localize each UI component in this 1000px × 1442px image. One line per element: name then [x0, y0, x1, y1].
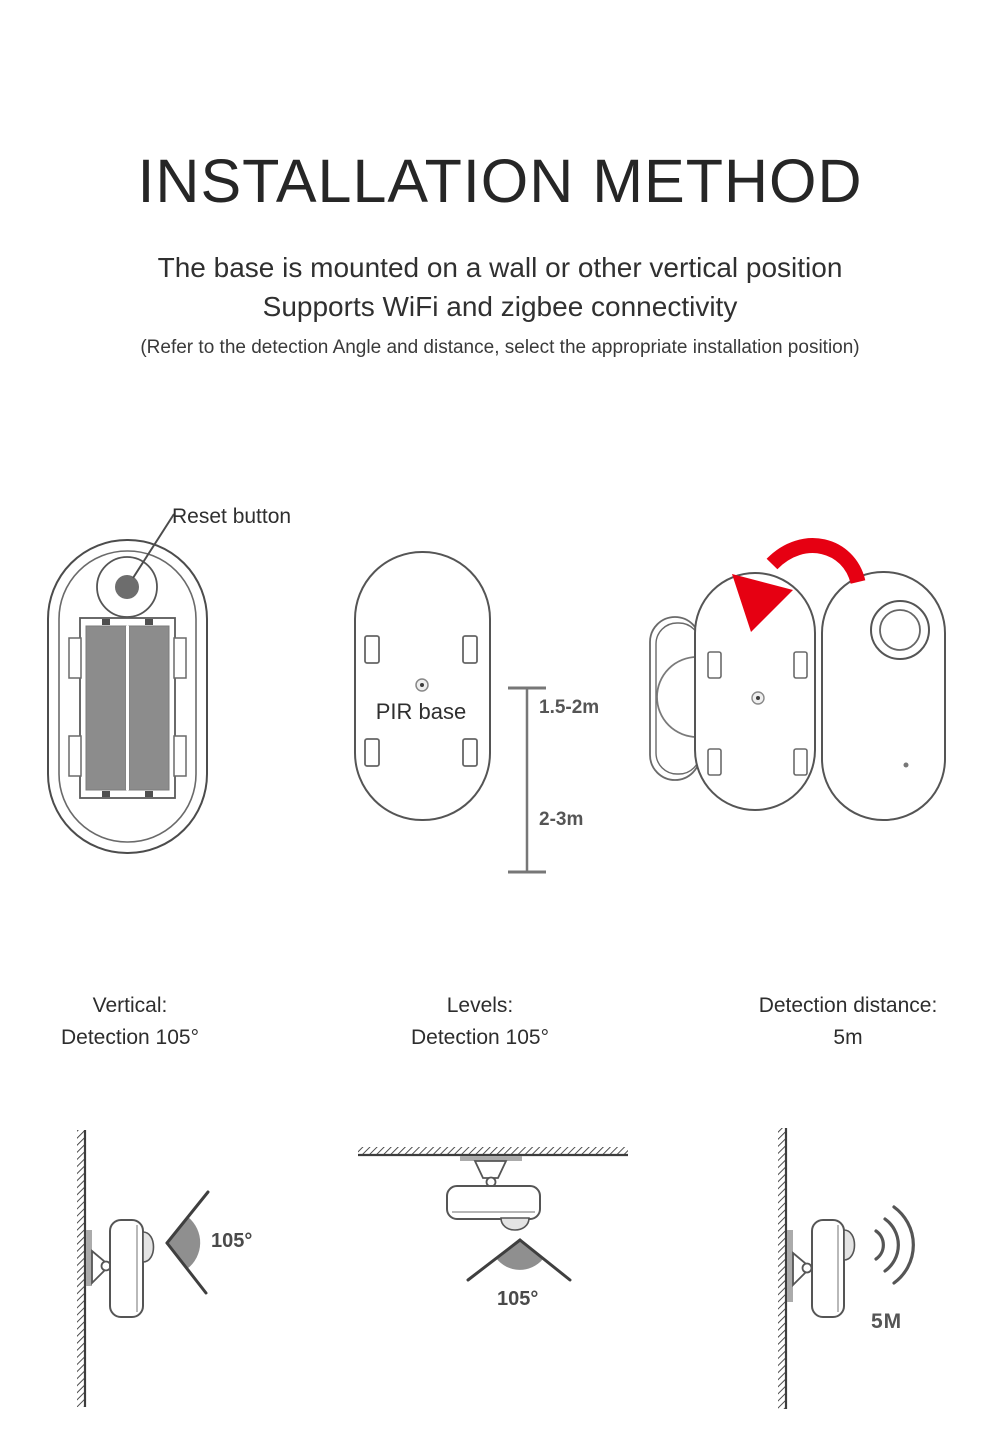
led-dot [904, 763, 909, 768]
detection-angle-icon [167, 1192, 208, 1293]
caption-levels-line1: Levels: [446, 994, 514, 1017]
caption-vertical [30, 990, 230, 1054]
detection-angle-icon [468, 1240, 570, 1280]
battery-right [129, 626, 169, 790]
sensor-side-view [447, 1186, 540, 1230]
mount-bracket [475, 1161, 506, 1187]
pir-base-diagram [348, 545, 498, 825]
caption-vertical-line2: Detection 105° [61, 1026, 199, 1049]
sensor-front-view [822, 572, 945, 820]
wall [778, 1128, 793, 1409]
distance-label: 5M [871, 1310, 903, 1333]
wall [77, 1130, 92, 1407]
subtitle [0, 248, 1000, 326]
sensor-back-open-diagram [40, 498, 320, 868]
mount-bracket [92, 1251, 111, 1283]
pir-base-label: PIR base [375, 699, 467, 724]
attach-sensor-diagram [645, 522, 955, 827]
mount-bracket [793, 1253, 812, 1285]
pir-dome [844, 1230, 855, 1260]
pir-dome [143, 1232, 154, 1262]
detection-distance-diagram [738, 1115, 988, 1415]
signal-waves-icon [876, 1207, 913, 1283]
screw-hole-center [756, 696, 760, 700]
pir-dome [501, 1218, 529, 1230]
sensor-side-view [110, 1220, 154, 1317]
caption-levels [380, 990, 580, 1054]
screw-hole-center [420, 683, 424, 687]
caption-vertical-line1: Vertical: [92, 994, 168, 1017]
caption-distance-line1: Detection distance: [758, 994, 938, 1017]
subtitle-line-1: The base is mounted on a wall or other vertical position [157, 252, 843, 283]
wall-vertical-angle-diagram [40, 1118, 300, 1418]
subtitle-line-2: Supports WiFi and zigbee connectivity [262, 291, 738, 322]
reset-button-label: Reset button [172, 505, 292, 528]
caption-levels-line2: Detection 105° [411, 1026, 549, 1049]
caption-distance-line2: 5m [833, 1026, 863, 1049]
caption-distance [723, 990, 973, 1054]
ceiling [358, 1147, 628, 1161]
mount-height-upper-label: 1.5-2m [539, 697, 600, 718]
base-side-view [650, 617, 700, 780]
battery-left [86, 626, 126, 790]
sensor-side-view [812, 1220, 855, 1317]
wall-angle-label: 105° [211, 1230, 253, 1252]
page-title: INSTALLATION METHOD [137, 147, 863, 215]
ceiling-angle-label: 105° [497, 1288, 539, 1310]
mount-height-lower-label: 2-3m [539, 809, 584, 830]
reset-button [115, 575, 139, 599]
note-text: (Refer to the detection Angle and distance, select the appropriate installation position) [140, 337, 860, 358]
